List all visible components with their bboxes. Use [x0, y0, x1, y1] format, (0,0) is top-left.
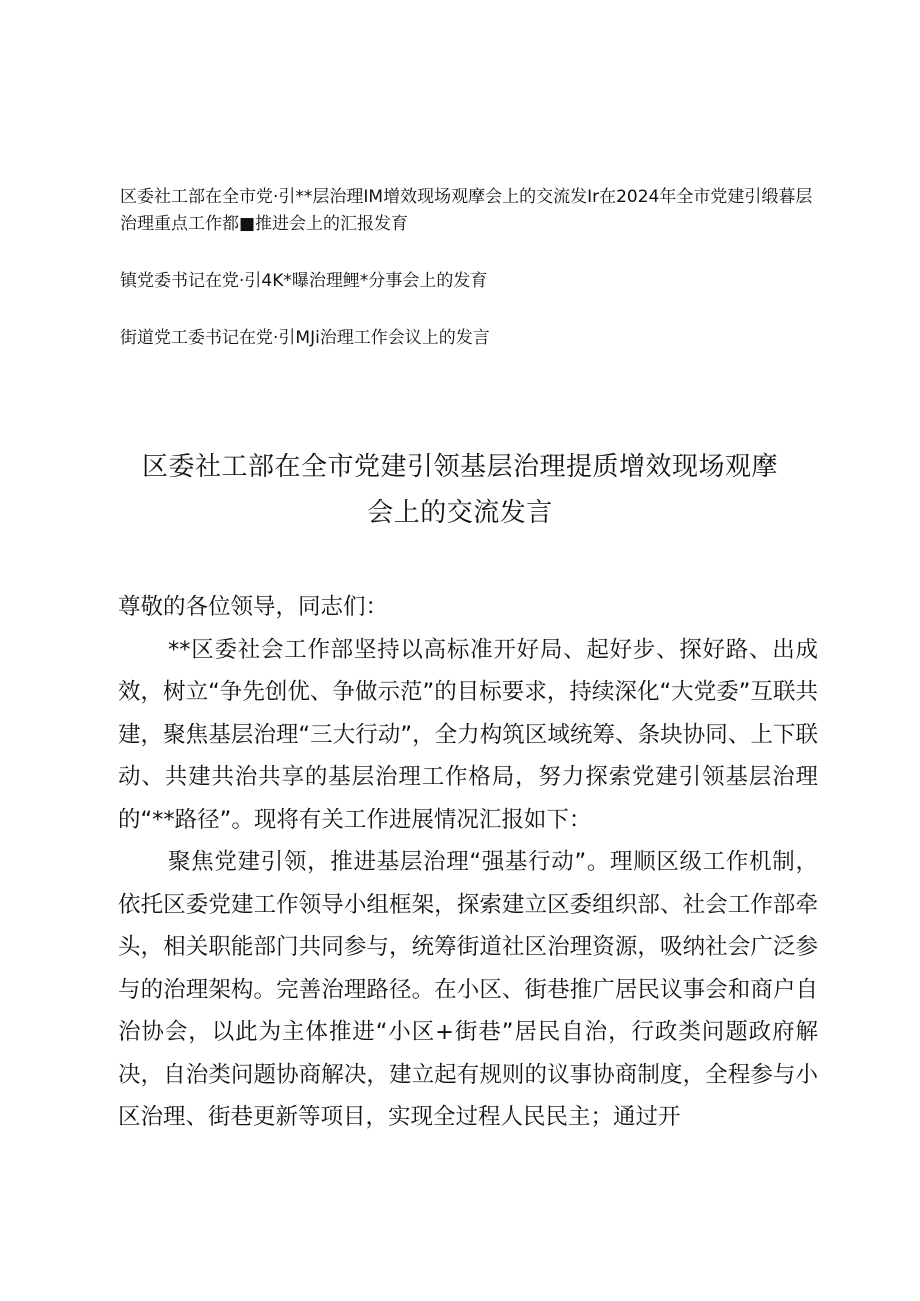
toc-entry: 街道党工委书记在党·引MJi治理工作会议上的发言: [120, 328, 490, 348]
document-title: [100, 444, 820, 536]
body-paragraph: **区委社会工作部坚持以高标准开好局、起好步、探好路、出成效，树立“争先创优、争做示范”的目标要求，持续深化“大党委”互联共建，聚焦基层治理“三大行动”，全力构筑区域统筹、条块协同、上下联动、共建共治共享的基层治理工作格局，努力探索党建引领基层治理的“**路径”。现将有关工作进展情况汇报如下：: [118, 636, 818, 833]
title-line-1: 区委社工部在全市党建引领基层治理提质增效现场观摩: [141, 452, 778, 482]
salutation: 尊敬的各位领导，同志们：: [118, 594, 389, 620]
table-of-contents: [120, 184, 820, 382]
document-body: [118, 586, 818, 1139]
toc-entry: 镇党委书记在党·引4K*曝治理鲤*分事会上的发育: [120, 271, 488, 291]
toc-entry: 区委社工部在全市党·引**层治理IM增效现场观摩会上的交流发Ir在2024年全市党建引缎暮层治理重点工作都■推进会上的汇报发育: [120, 187, 813, 234]
title-line-2: 会上的交流发言: [367, 498, 553, 528]
body-paragraph: 聚焦党建引领，推进基层治理“强基行动”。理顺区级工作机制，依托区委党建工作领导小组框架，探索建立区委组织部、社会工作部牵头，相关职能部门共同参与，统筹街道社区治理资源，吸纳社会广泛参与的治理架构。完善治理路径。在小区、街巷推广居民议事会和商户自治协会，以此为主体推进“小区+街巷”居民自治，行政类问题政府解决，自治类问题协商解决，建立起有规则的议事协商制度，全程参与小区治理、街巷更新等项目，实现全过程人民民主；通过开: [118, 849, 818, 1130]
